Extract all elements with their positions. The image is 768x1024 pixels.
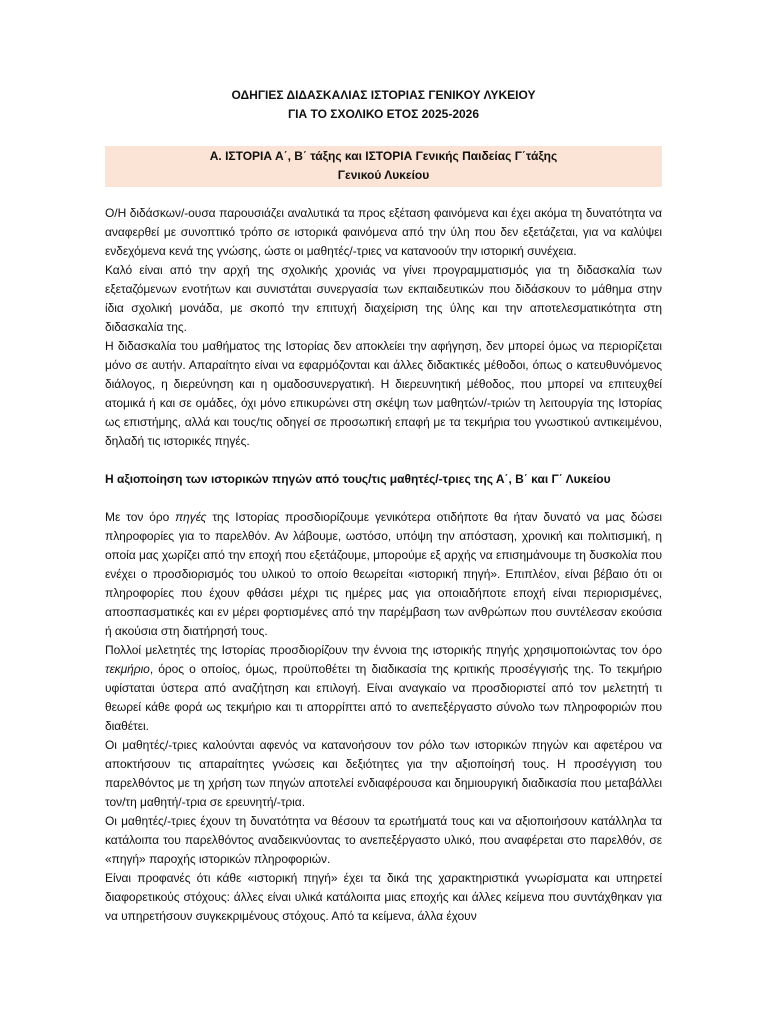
paragraph: Η διδασκαλία του μαθήματος της Ιστορίας δεν αποκλείει την αφήγηση, δεν μπορεί όμως να περιορίζεται μόνο σε αυτήν. Απαραίτητο είναι να εφαρμόζονται και άλλες διδακτικές μέθοδοι, όπως ο κατευθυνόμενος διάλογος, η διερεύνηση και η ομαδοσυνεργατική. Η διερευνητική μέθοδος, που μπορεί να επιτευχθεί ατομικά ή και σε ομάδες, όχι μόνο επικυρώνει στη σκέψη των μαθητών/-τριών τη λειτουργία της Ιστορίας ως επιστήμης, αλλά και τους/τις οδηγεί σε προσωπική επαφή με τα τεκμήρια του γνωστικού αντικειμένου, δηλαδή τις ιστορικές πηγές.	[105, 339, 662, 448]
paragraph: Είναι προφανές ότι κάθε «ιστορική πηγή» έχει τα δικά της χαρακτηριστικά γνωρίσματα και υπηρετεί διαφορετικούς στόχους: άλλες είναι υλικά κατάλοιπα μιας εποχής και άλλες κείμενα που συντάχθηκαν για να υπηρετήσουν συγκεκριμένους στόχους. Από τα κείμενα, άλλα έχουν	[105, 871, 662, 923]
paragraph: Καλό είναι από την αρχή της σχολικής χρονιάς να γίνει προγραμματισμός για τη διδασκαλία των εξεταζόμενων ενοτήτων και συνιστάται συνεργασία των εκπαιδευτικών που διδάσκουν το μάθημα στην ίδια σχολική μονάδα, με σκοπό την επιτυχή διαχείριση της ύλης και την αποτελεσματικότητα στη διδασκαλία της.	[105, 263, 662, 334]
document-title	[105, 86, 662, 124]
paragraph: Οι μαθητές/-τριες έχουν τη δυνατότητα να θέσουν τα ερωτήματά τους και να αξιοποιήσουν κατάλληλα τα κατάλοιπα του παρελθόντος αναδεικνύοντας το ανεπεξέργαστο υλικό, που αναφέρεται στο παρελθόν, σε «πηγή» παροχής ιστορικών πληροφοριών.	[105, 814, 662, 866]
section-heading-line-2: Γενικού Λυκείου	[337, 168, 430, 182]
paragraph: Ο/Η διδάσκων/-ουσα παρουσιάζει αναλυτικά τα προς εξέταση φαινόμενα και έχει ακόμα τη δυνατότητα να αναφερθεί με συνοπτικό τρόπο σε ιστορικά φαινόμενα από την ύλη που δεν εξετάζεται, για να καλύψει ενδεχόμενα κενά της γνώσης, ώστε οι μαθητές/-τριες να κατανοούν την ιστορική συνέχεια.	[105, 206, 662, 258]
emphasis-text: πηγές	[175, 510, 207, 524]
paragraph	[105, 508, 662, 641]
text-run: Πολλοί μελετητές της Ιστορίας προσδιορίζουν την έννοια της ιστορικής πηγής χρησιμοποιώντας τον όρο	[105, 643, 662, 657]
intro-text	[105, 204, 662, 451]
paragraph	[105, 641, 662, 736]
text-run: , όρος ο οποίος, όμως, προϋποθέτει τη διαδικασία της κριτικής προσέγγισής της. Το τεκμήριο υφίσταται ύστερα από αναζήτηση και επιλογή. Είναι αναγκαίο να προσδιοριστεί από τον μελετητή τι θεωρεί κάθε φορά ως τεκμήριο και τι απορρίπτει από το ανεπεξέργαστο σύνολο των πληροφοριών που διαθέτει.	[105, 662, 662, 733]
document-title-line-1: ΟΔΗΓΙΕΣ ΔΙΔΑΣΚΑΛΙΑΣ ΙΣΤΟΡΙΑΣ ΓΕΝΙΚΟΥ ΛΥΚΕΙΟΥ	[231, 88, 536, 102]
section-heading	[105, 146, 662, 187]
sources-text	[105, 508, 662, 926]
subheading: Η αξιοποίηση των ιστορικών πηγών από τους/τις μαθητές/-τριες της Α΄, Β΄ και Γ΄ Λυκείου	[105, 472, 611, 486]
document-title-line-2: ΓΙΑ ΤΟ ΣΧΟΛΙΚΟ ΕΤΟΣ 2025-2026	[287, 107, 480, 121]
section-heading-line-1: Α. ΙΣΤΟΡΙΑ Α΄, Β΄ τάξης και ΙΣΤΟΡΙΑ Γενικής Παιδείας Γ΄τάξης	[209, 149, 558, 163]
text-run: της Ιστορίας προσδιορίζουμε γενικότερα οτιδήποτε θα ήταν δυνατό να μας δώσει πληροφορίες για το παρελθόν. Αν λάβουμε, ωστόσο, υπόψη την απόσταση, χρονική και πολιτισμική, η οποία μας χωρίζει από την εποχή που εξετάζουμε, μπορούμε εξ αρχής να επισημάνουμε τη δυσκολία που ενέχει ο προσδιορισμός του υλικού το οποίο θεωρείται «ιστορική πηγή». Επιπλέον, είναι βέβαιο ότι οι πληροφορίες που έχουν φθάσει μέχρι τις ημέρες μας για οποιαδήποτε εποχή είναι περιορισμένες, αποσπασματικές και εν μέρει φορτισμένες από την παρέμβαση των ανθρώπων που συντέλεσαν εκούσια ή ακούσια στη διατήρησή τους.	[105, 510, 663, 638]
text-run: Με τον όρο	[105, 510, 176, 524]
paragraph: Οι μαθητές/-τριες καλούνται αφενός να κατανοήσουν τον ρόλο των ιστορικών πηγών και αφετέρου να αποκτήσουν τις απαραίτητες γνώσεις και δεξιότητες για την αξιοποίησή τους. Η προσέγγιση του παρελθόντος με τη χρήση των πηγών αποτελεί ενδιαφέρουσα και δημιουργική διαδικασία που μεταβάλλει τον/τη μαθητή/-τρια σε ερευνητή/-τρια.	[105, 738, 662, 809]
emphasis-text: τεκμήριο	[105, 662, 150, 676]
